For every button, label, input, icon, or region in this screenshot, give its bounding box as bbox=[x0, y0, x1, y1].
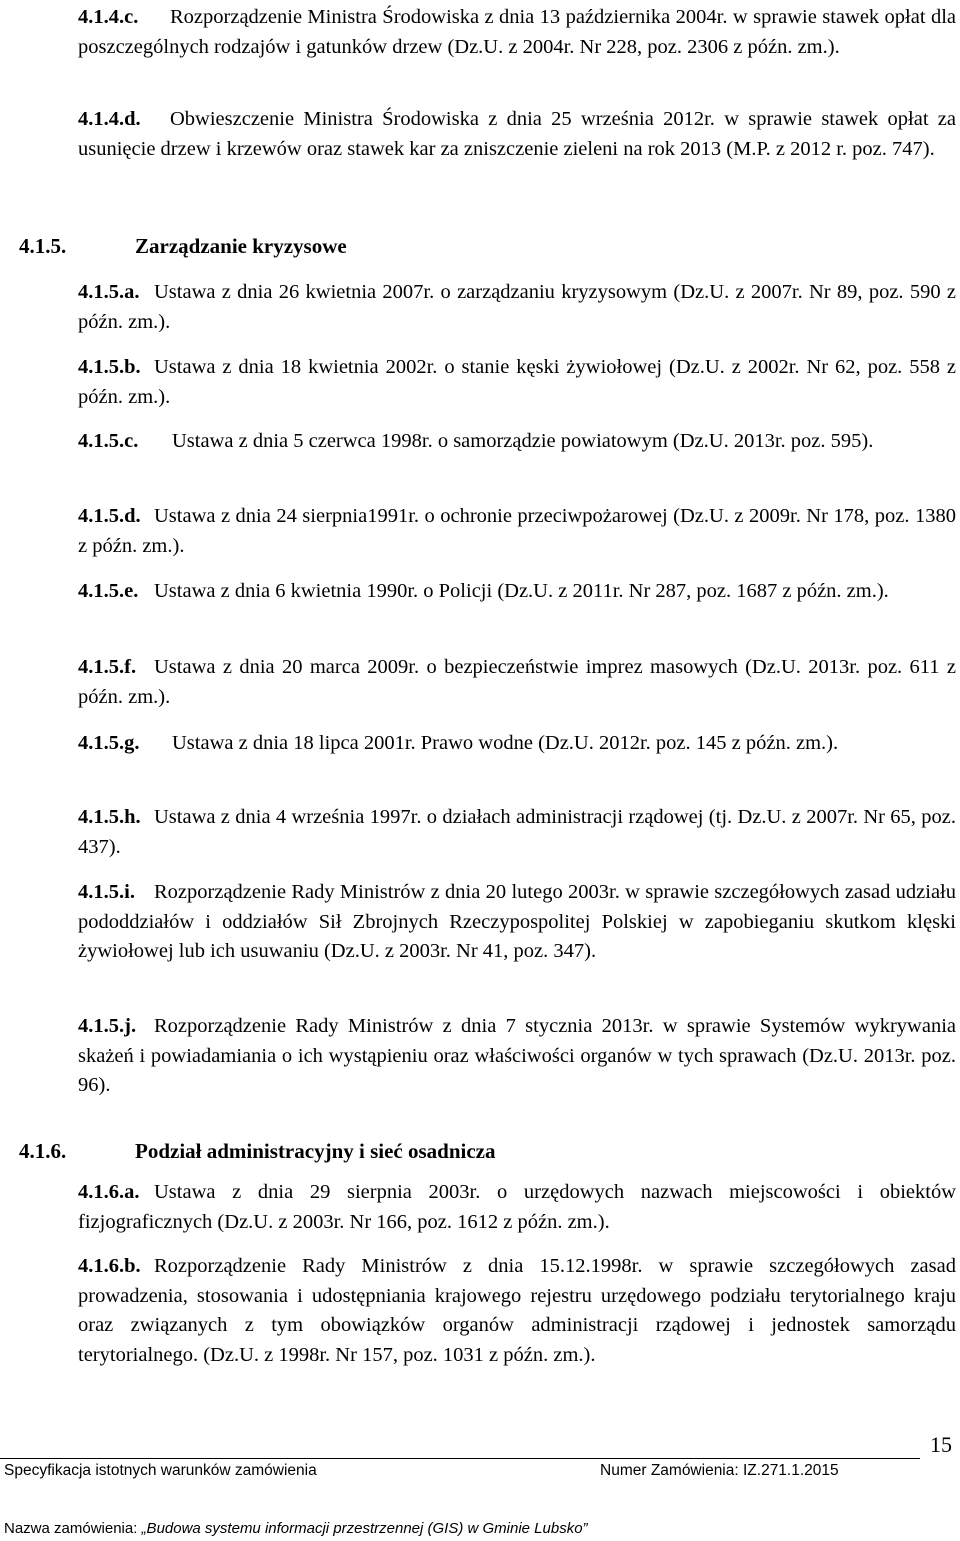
entry-text: Ustawa z dnia 29 sierpnia 2003r. o urzędowych nazwach miejscowości i obiektów fizjograficznych (Dz.U. z 2003r. Nr 166, poz. 1612 z późn. zm.). bbox=[78, 1181, 956, 1233]
legal-entry bbox=[78, 427, 956, 457]
entry-text: Ustawa z dnia 24 sierpnia1991r. o ochronie przeciwpożarowej (Dz.U. z 2009r. Nr 178, poz. 1380 z późn. zm.). bbox=[78, 505, 956, 557]
section-heading bbox=[19, 231, 347, 261]
entry-number: 4.1.5.i. bbox=[78, 881, 135, 903]
heading-title: Podział administracyjny i sieć osadnicza bbox=[135, 1139, 496, 1163]
entry-text: Ustawa z dnia 18 lipca 2001r. Prawo wodne (Dz.U. 2012r. poz. 145 z późn. zm.). bbox=[172, 732, 839, 754]
legal-entry bbox=[78, 278, 956, 337]
heading-number: 4.1.6. bbox=[19, 1139, 67, 1163]
legal-entry bbox=[78, 878, 956, 967]
legal-entry bbox=[78, 1178, 956, 1237]
entry-number: 4.1.5.j. bbox=[78, 1015, 137, 1037]
legal-entry bbox=[78, 502, 956, 561]
legal-entry bbox=[78, 1012, 956, 1101]
entry-number: 4.1.5.h. bbox=[78, 806, 141, 828]
section-heading bbox=[19, 1136, 496, 1166]
entry-text: Ustawa z dnia 20 marca 2009r. o bezpieczeństwie imprez masowych (Dz.U. 2013r. poz. 611 z późn. zm.). bbox=[78, 656, 956, 708]
entry-text: Ustawa z dnia 6 kwietnia 1990r. o Policji (Dz.U. z 2011r. Nr 287, poz. 1687 z późn. zm.). bbox=[154, 580, 889, 602]
entry-text: Rozporządzenie Rady Ministrów z dnia 20 lutego 2003r. w sprawie szczegółowych zasad udziału pododdziałów i oddziałów Sił Zbrojnych Rzeczypospolitej Polskiej w zapobieganiu skutkom klęski żywiołowej lub ich usuwaniu (Dz.U. z 2003r. Nr 41, poz. 347). bbox=[78, 881, 956, 962]
page-number: 15 bbox=[930, 1432, 952, 1457]
footer-order-number: Numer Zamówienia: IZ.271.1.2015 bbox=[600, 1462, 839, 1479]
legal-entry bbox=[78, 577, 956, 607]
entry-text: Ustawa z dnia 26 kwietnia 2007r. o zarządzaniu kryzysowym (Dz.U. z 2007r. Nr 89, poz. 590 z późn. zm.). bbox=[78, 281, 956, 333]
entry-number: 4.1.5.e. bbox=[78, 580, 139, 602]
entry-text: Ustawa z dnia 18 kwietnia 2002r. o stanie kęski żywiołowej (Dz.U. z 2002r. Nr 62, poz. 558 z późn. zm.). bbox=[78, 356, 956, 408]
entry-text: Rozporządzenie Rady Ministrów z dnia 7 stycznia 2013r. w sprawie Systemów wykrywania skażeń i powiadamiania o ich wystąpieniu oraz właściwości organów w tych sprawach (Dz.U. 2013r. poz. 96). bbox=[78, 1015, 956, 1096]
entry-number: 4.1.6.a. bbox=[78, 1181, 140, 1203]
footer-spec-title: Specyfikacja istotnych warunków zamówienia bbox=[4, 1462, 317, 1479]
legal-entry bbox=[78, 105, 956, 164]
footer-order-name-value: „Budowa systemu informacji przestrzennej (GIS) w Gminie Lubsko” bbox=[141, 1520, 588, 1537]
entry-number: 4.1.5.d. bbox=[78, 505, 141, 527]
footer-order-name-label: Nazwa zamówienia: bbox=[4, 1520, 142, 1537]
heading-number: 4.1.5. bbox=[19, 234, 67, 258]
legal-entry bbox=[78, 653, 956, 712]
footer-divider bbox=[0, 1458, 920, 1459]
entry-number: 4.1.4.c. bbox=[78, 6, 139, 28]
legal-entry bbox=[78, 3, 956, 62]
legal-entry bbox=[78, 729, 956, 759]
entry-number: 4.1.6.b. bbox=[78, 1255, 141, 1277]
entry-text: Obwieszczenie Ministra Środowiska z dnia 25 września 2012r. w sprawie stawek opłat za usunięcie drzew i krzewów oraz stawek kar za zniszczenie zieleni na rok 2013 (M.P. z 2012 r. poz. 747). bbox=[78, 108, 956, 160]
entry-number: 4.1.5.f. bbox=[78, 656, 137, 678]
legal-entry bbox=[78, 803, 956, 862]
entry-text: Rozporządzenie Ministra Środowiska z dnia 13 października 2004r. w sprawie stawek opłat dla poszczególnych rodzajów i gatunków drzew (Dz.U. z 2004r. Nr 228, poz. 2306 z późn. zm.). bbox=[78, 6, 956, 58]
entry-number: 4.1.4.d. bbox=[78, 108, 141, 130]
legal-entry bbox=[78, 353, 956, 412]
entry-text: Rozporządzenie Rady Ministrów z dnia 15.12.1998r. w sprawie szczegółowych zasad prowadzenia, stosowania i udostępniania krajowego rejestru urzędowego podziału terytorialnego kraju oraz związanych z tym obowiązków organów administracji rządowej i jednostek samorządu terytorialnego. (Dz.U. z 1998r. Nr 157, poz. 1031 z późn. zm.). bbox=[78, 1255, 956, 1366]
entry-number: 4.1.5.c. bbox=[78, 430, 139, 452]
entry-text: Ustawa z dnia 5 czerwca 1998r. o samorządzie powiatowym (Dz.U. 2013r. poz. 595). bbox=[172, 430, 874, 452]
footer-order-name bbox=[4, 1520, 588, 1537]
legal-entry bbox=[78, 1252, 956, 1370]
entry-number: 4.1.5.b. bbox=[78, 356, 141, 378]
heading-title: Zarządzanie kryzysowe bbox=[135, 234, 347, 258]
entry-number: 4.1.5.a. bbox=[78, 281, 140, 303]
entry-text: Ustawa z dnia 4 września 1997r. o działach administracji rządowej (tj. Dz.U. z 2007r. Nr 65, poz. 437). bbox=[78, 806, 956, 858]
entry-number: 4.1.5.g. bbox=[78, 732, 140, 754]
